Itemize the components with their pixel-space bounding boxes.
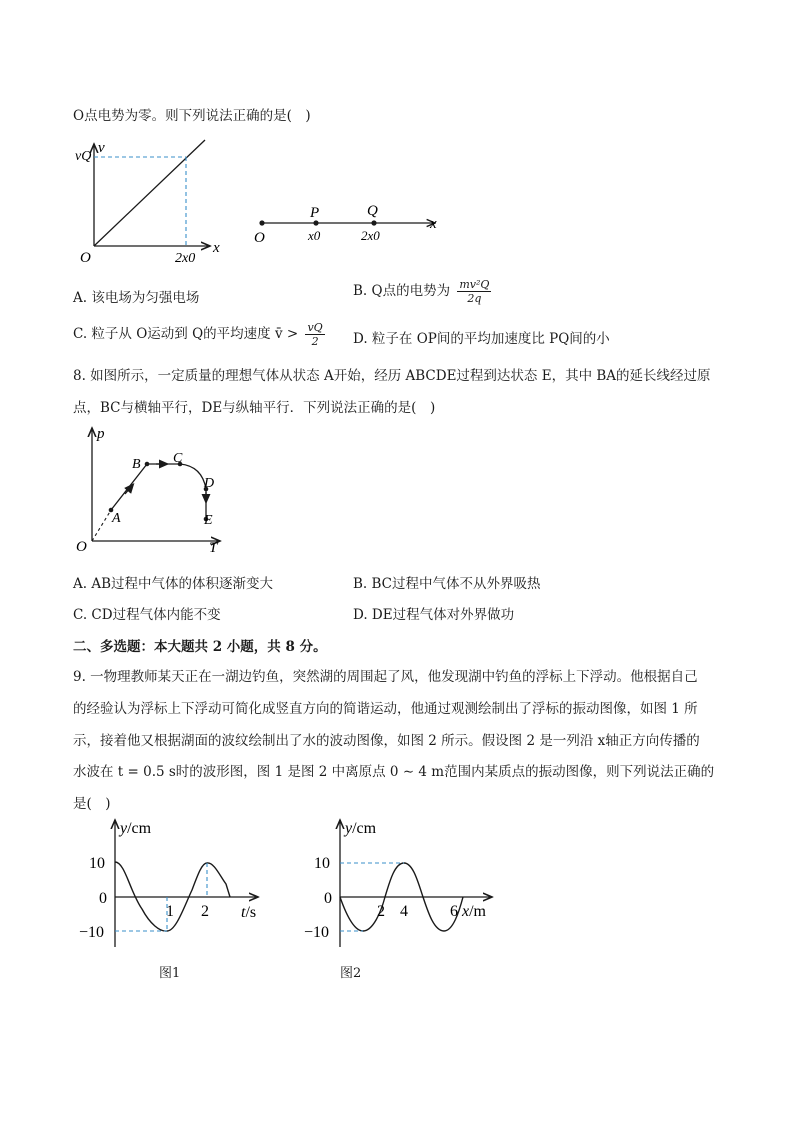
state-b-label: B [132,457,141,472]
q7-stem-tail: O点电势为零。则下列说法正确的是( ) [73,108,311,124]
point-p [313,220,318,225]
q7-option-b: B. Q点的电势为 $\frac{\text{mv²Q}}{2q}$ [353,278,490,305]
q-label: Q [367,203,378,219]
fig2-tick-6: 6 [450,903,458,920]
fig2-y-neg: −10 [304,924,330,941]
origin-label: O [76,539,87,555]
q9-line2: 的经验认为浮标上下浮动可简化成竖直方向的简谐运动，他通过观测绘制出了浮标的振动图像，如图 1 所 [73,701,698,717]
fig1-vibration-graph [70,812,280,952]
point-o [259,220,264,225]
2x0-label: 2x0 [361,228,380,243]
ba-extension-dashed [92,510,111,541]
t-label: T [209,540,218,556]
p-label: p [97,426,105,442]
fig2-zero: 0 [324,890,332,907]
fig2-wave-graph [295,812,505,952]
o-label: O [254,230,265,246]
fig1-ylabel: y/cm [120,820,152,837]
state-b-dot [145,462,150,467]
segment-ab [111,464,147,510]
x-axis-label: x [430,216,437,232]
fig1-tick-2: 2 [201,903,209,920]
fig2-tick-4: 4 [400,903,408,920]
segment-cd [180,464,206,489]
section-2-title: 二、多选题：本大题共 2 小题，共 8 分。 [73,639,327,655]
fig2-caption: 图2 [340,966,362,981]
q9-line3: 示，接着他又根据湖面的波纹绘制出了水的波动图像，如图 2 所示。假设图 2 是一列沿 x轴正方向传播的 [73,733,700,749]
state-d-label: D [204,476,215,491]
v-label: v [98,140,105,156]
q8-option-b: B. BC过程中气体不从外界吸热 [353,576,541,592]
velocity-line [94,140,205,246]
q8-stem-line2: 点，BC与横轴平行，DE与纵轴平行．下列说法正确的是( ) [73,400,436,416]
tick-2x0: 2x0 [175,251,196,266]
origin-label: O [80,250,91,266]
x-label: x [213,240,220,256]
point-q [371,220,376,225]
vq-label: vQ [75,149,92,164]
q9-line1: 9. 一物理教师某天正在一湖边钓鱼，突然湖的周围起了风，他发现湖中钓鱼的浮标上下浮动。他根据自己 [73,669,698,685]
q7-option-c: C. 粒子从 O运动到 Q的平均速度 v̄ > $\frac{vQ}{2}$ [73,321,323,348]
fig1-y-neg: −10 [79,924,105,941]
q7-velocity-graph [70,138,230,268]
fig2-ylabel: y/cm [345,820,377,837]
p-label: P [310,205,320,221]
state-e-label: E [204,513,213,528]
q7-option-d: D. 粒子在 OP间的平均加速度比 PQ间的小 [353,331,610,347]
option-c-fraction: $\frac{vQ}{2}$ [307,321,323,348]
fig1-zero: 0 [99,890,107,907]
state-a-label: A [112,511,121,526]
fig1-tick-1: 1 [166,903,174,920]
fig2-xlabel: x/m [462,903,486,920]
fig2-y-pos: 10 [314,855,330,872]
q8-option-d: D. DE过程气体对外界做功 [353,607,515,623]
fig1-y-pos: 10 [89,855,105,872]
q9-line4: 水波在 t = 0.5 s时的波形图，图 1 是图 2 中离原点 0 ∼ 4 m范围内某质点的振动图像，则下列说法正确的 [73,764,715,780]
fig1-xlabel: t/s [241,904,257,921]
q8-stem-line1: 8. 如图所示，一定质量的理想气体从状态 A开始，经历 ABCDE过程到达状态 E，其中 BA的延长线经过原 [73,368,711,384]
q9-line5: 是( ) [73,796,111,812]
q7-position-line [250,198,450,248]
option-b-fraction: $\frac{\text{mv²Q}}{2q}$ [459,278,490,305]
q8-pt-graph [70,424,240,556]
fig1-caption: 图1 [159,966,181,981]
x0-label: x0 [308,228,321,243]
state-c-label: C [173,451,183,466]
q7-option-a: A. 该电场为匀强电场 [73,290,200,306]
q8-option-a: A. AB过程中气体的体积逐渐变大 [73,576,274,592]
fig2-tick-2: 2 [377,903,385,920]
q8-option-c: C. CD过程气体内能不变 [73,607,221,623]
